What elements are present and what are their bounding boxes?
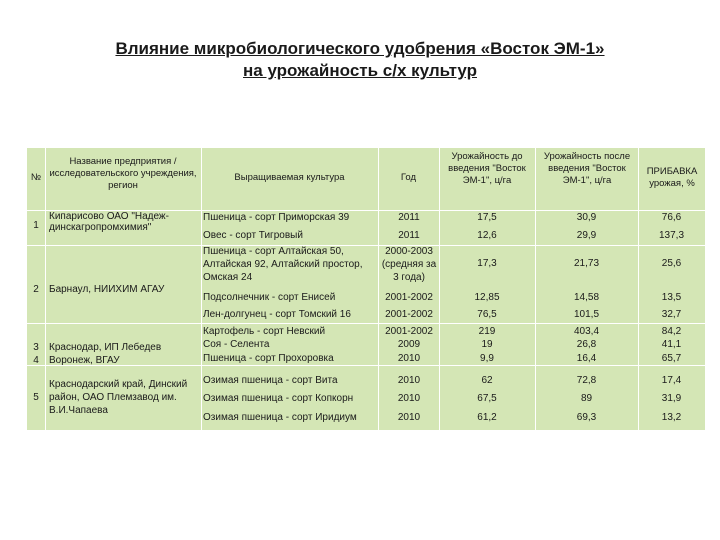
header-num: № bbox=[30, 172, 42, 183]
yield-before-cell: 61,2 bbox=[477, 412, 497, 423]
year-cell: 2011 bbox=[398, 230, 420, 241]
year-cell: 2010 bbox=[397, 353, 421, 364]
yield-gain-cell: 32,7 bbox=[661, 309, 682, 320]
yield-table bbox=[27, 148, 705, 430]
yield-before-cell: 19 bbox=[481, 339, 493, 350]
column-divider bbox=[45, 148, 46, 430]
crop-cell: Озимая пшеница - сорт Копкорн bbox=[203, 393, 354, 404]
group-organization: Краснодарский край, Динский район, ОАО Племзавод им. В.И.Чапаева bbox=[49, 379, 188, 416]
yield-before-cell: 12,85 bbox=[474, 292, 500, 303]
yield-before-cell: 12,6 bbox=[477, 230, 497, 241]
yield-after-cell: 16,4 bbox=[576, 353, 597, 364]
yield-gain-cell: 25,6 bbox=[661, 258, 682, 269]
header-organization: Название предприятия /исследовательского учреждения, регион bbox=[49, 156, 197, 191]
group-num: 2 bbox=[33, 284, 39, 295]
year-cell: 2010 bbox=[397, 375, 421, 386]
yield-gain-cell: 137,3 bbox=[658, 230, 685, 241]
crop-cell: Соя - Селента bbox=[203, 339, 270, 350]
year-cell: 2001-2002 bbox=[385, 292, 433, 303]
crop-cell: Пшеница - сорт Алтайская 50, Алтайская 92, Алтайский простор, Омская 24 bbox=[203, 246, 363, 283]
group-num: 4 bbox=[33, 355, 39, 366]
crop-cell: Подсолнечник - сорт Енисей bbox=[203, 292, 336, 303]
header-crop: Выращиваемая культура bbox=[234, 172, 345, 183]
yield-after-cell: 26,8 bbox=[576, 339, 597, 350]
crop-cell: Картофель - сорт Невский bbox=[203, 326, 326, 337]
year-cell: 2010 bbox=[397, 393, 421, 404]
group-organization: Барнаул, НИИХИМ АГАУ bbox=[49, 284, 165, 295]
header-yield-after: Урожайность после введения "Восток ЭМ-1", ц/га bbox=[543, 151, 631, 186]
column-divider bbox=[378, 148, 379, 430]
title-line-2: на урожайность с/х культур bbox=[243, 61, 477, 80]
crop-cell: Озимая пшеница - сорт Вита bbox=[203, 375, 338, 386]
crop-cell: Пшеница - сорт Прохоровка bbox=[203, 353, 334, 364]
column-divider bbox=[439, 148, 440, 430]
yield-after-cell: 30,9 bbox=[576, 212, 597, 223]
yield-gain-cell: 41,1 bbox=[661, 339, 682, 350]
year-cell: 2010 bbox=[397, 412, 421, 423]
title-line-1: Влияние микробиологического удобрения «Восток ЭМ-1» bbox=[115, 39, 605, 58]
crop-cell: Лен-долгунец - сорт Томский 16 bbox=[203, 309, 351, 320]
year-cell: 2000-2003 (средняя за 3 года) bbox=[381, 246, 437, 283]
yield-after-cell: 29,9 bbox=[576, 230, 597, 241]
year-cell: 2011 bbox=[398, 212, 420, 223]
year-cell: 2001-2002 bbox=[385, 326, 433, 337]
group-organization: Воронеж, ВГАУ bbox=[49, 355, 120, 366]
yield-after-cell: 14,58 bbox=[573, 292, 600, 303]
yield-after-cell: 72,8 bbox=[576, 375, 597, 386]
header-yield-gain: ПРИБАВКА урожая, % bbox=[646, 166, 698, 189]
page-title bbox=[0, 38, 720, 82]
yield-gain-cell: 13,2 bbox=[661, 412, 682, 423]
column-divider bbox=[201, 148, 202, 430]
yield-after-cell: 69,3 bbox=[576, 412, 597, 423]
yield-after-cell: 403,4 bbox=[573, 326, 600, 337]
group-num: 1 bbox=[33, 220, 39, 231]
group-organization: Кипарисово ОАО "Надеж-динскагропромхимия" bbox=[49, 211, 169, 233]
yield-before-cell: 219 bbox=[478, 326, 496, 337]
yield-gain-cell: 76,6 bbox=[661, 212, 682, 223]
header-yield-before: Урожайность до введения "Восток ЭМ-1", ц/га bbox=[448, 151, 526, 186]
yield-before-cell: 17,5 bbox=[477, 212, 497, 223]
yield-before-cell: 17,3 bbox=[477, 258, 497, 269]
crop-cell: Овес - сорт Тигровый bbox=[203, 230, 303, 241]
crop-cell: Пшеница - сорт Приморская 39 bbox=[203, 212, 350, 223]
yield-gain-cell: 84,2 bbox=[661, 326, 682, 337]
yield-gain-cell: 65,7 bbox=[661, 353, 682, 364]
crop-cell: Озимая пшеница - сорт Иридиум bbox=[203, 412, 357, 423]
yield-after-cell: 21,73 bbox=[573, 258, 600, 269]
yield-after-cell: 89 bbox=[580, 393, 593, 404]
column-divider bbox=[535, 148, 536, 430]
group-num: 3 bbox=[33, 342, 39, 353]
yield-before-cell: 67,5 bbox=[477, 393, 497, 404]
yield-gain-cell: 17,4 bbox=[661, 375, 682, 386]
year-cell: 2001-2002 bbox=[385, 309, 433, 320]
group-num: 5 bbox=[33, 392, 39, 403]
yield-before-cell: 76,5 bbox=[477, 309, 497, 320]
year-cell: 2009 bbox=[397, 339, 421, 350]
header-year: Год bbox=[400, 172, 417, 183]
column-divider bbox=[638, 148, 639, 430]
row-divider bbox=[27, 323, 705, 324]
yield-gain-cell: 13,5 bbox=[661, 292, 682, 303]
group-organization: Краснодар, ИП Лебедев bbox=[49, 342, 162, 353]
yield-after-cell: 101,5 bbox=[573, 309, 600, 320]
yield-gain-cell: 31,9 bbox=[661, 393, 682, 404]
yield-before-cell: 62 bbox=[481, 375, 493, 386]
yield-before-cell: 9,9 bbox=[480, 353, 494, 364]
